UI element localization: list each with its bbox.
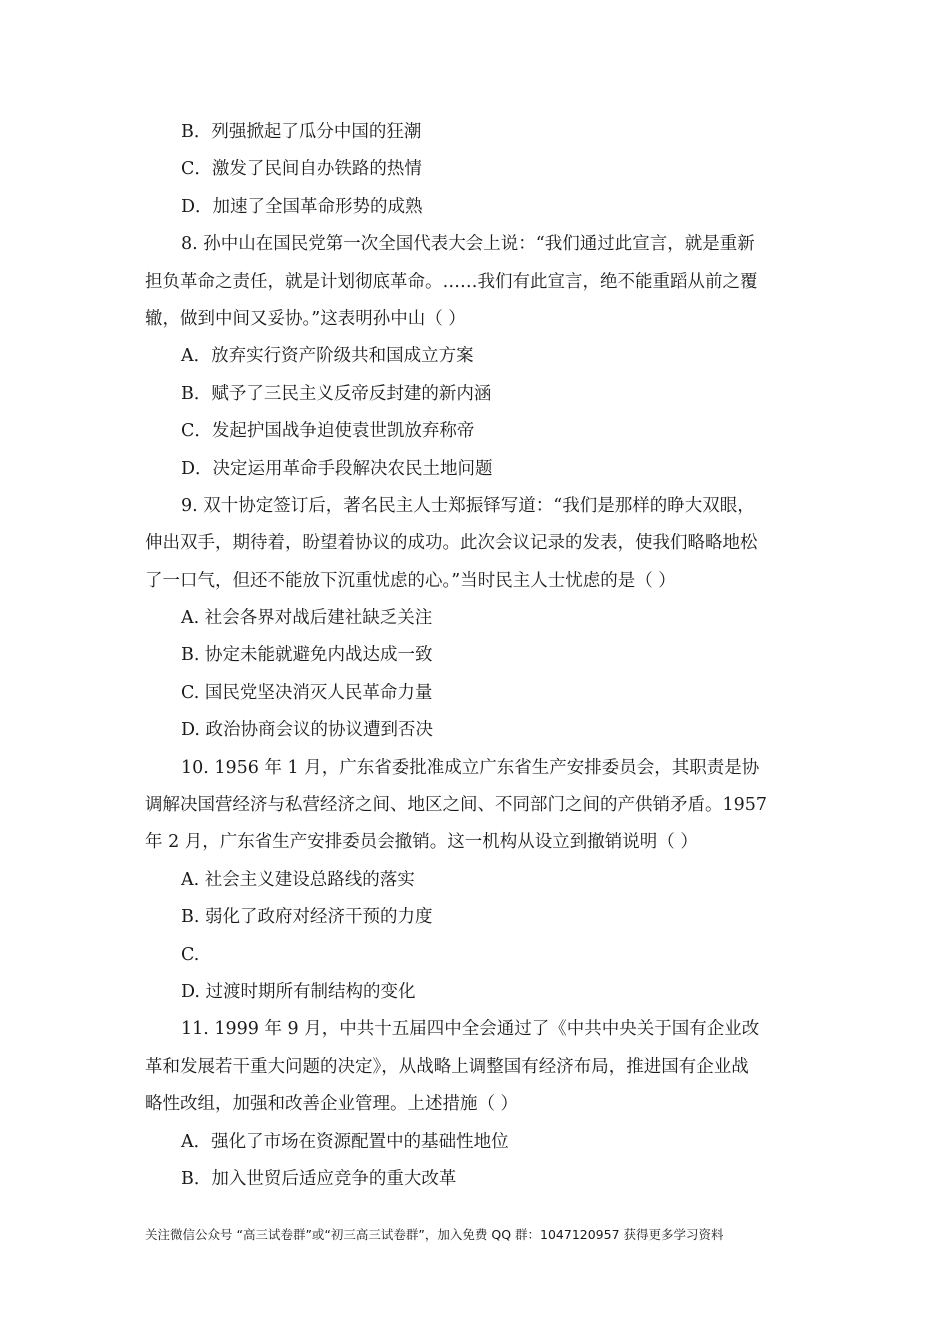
q8-stem-line-3: 辙，做到中间又妥协。”这表明孙中山（ ） xyxy=(145,308,466,329)
q7-option-d: D．加速了全国革命形势的成熟 xyxy=(181,196,423,217)
q9-option-b: B. 协定未能就避免内战达成一致 xyxy=(181,645,433,666)
q11-stem-line-2: 革和发展若干重大问题的决定》，从战略上调整国有经济布局，推进国有企业战 xyxy=(145,1056,749,1077)
q9-option-c: C. 国民党坚决消灭人民革命力量 xyxy=(181,682,433,703)
q10-option-b: B. 弱化了政府对经济干预的力度 xyxy=(181,907,433,928)
page-footer: 关注微信公众号 “高三试卷群”或“初三高三试卷群”，加入免费 QQ 群：1047120957 获得更多学习资料 xyxy=(145,1227,724,1242)
q9-option-d: D. 政治协商会议的协议遭到否决 xyxy=(181,720,434,741)
q10-stem-line-3: 年 2 月，广东省生产安排委员会撤销。这一机构从设立到撤销说明（ ） xyxy=(145,832,698,853)
q10-option-d: D. 过渡时期所有制结构的变化 xyxy=(181,981,416,1002)
q11-option-b: B．加入世贸后适应竞争的重大改革 xyxy=(181,1168,457,1189)
q10-option-c: C. xyxy=(181,944,200,965)
q7-option-c: C．激发了民间自办铁路的热情 xyxy=(181,159,422,180)
q9-stem-line-1: 9. 双十协定签订后，著名民主人士郑振铎写道：“我们是那样的睁大双眼， xyxy=(181,495,755,516)
q8-option-c: C．发起护国战争迫使袁世凯放弃称帝 xyxy=(181,421,475,442)
q9-stem-line-3: 了一口气，但还不能放下沉重忧虑的心。”当时民主人士忧虑的是（ ） xyxy=(145,570,676,591)
q10-stem-line-2: 调解决国营经济与私营经济之间、地区之间、不同部门之间的产供销矛盾。1957 xyxy=(145,795,768,816)
q8-option-a: A．放弃实行资产阶级共和国成立方案 xyxy=(181,346,474,367)
q11-stem-line-3: 略性改组，加强和改善企业管理。上述措施（ ） xyxy=(145,1094,519,1115)
q9-option-a: A. 社会各界对战后建社缺乏关注 xyxy=(181,608,433,629)
question-content xyxy=(145,114,810,1198)
q8-stem-line-2: 担负革命之责任，就是计划彻底革命。……我们有此宣言，绝不能重蹈从前之覆 xyxy=(145,271,758,292)
q9-stem-line-2: 伸出双手，期待着，盼望着协议的成功。此次会议记录的发表，使我们略略地松 xyxy=(145,533,758,554)
q7-option-b: B．列强掀起了瓜分中国的狂潮 xyxy=(181,122,422,142)
q10-option-a: A. 社会主义建设总路线的落实 xyxy=(181,869,415,890)
q8-option-b: B．赋予了三民主义反帝反封建的新内涵 xyxy=(181,383,492,404)
q10-stem-line-1: 10. 1956 年 1 月，广东省委批准成立广东省生产安排委员会，其职责是协 xyxy=(181,757,760,778)
q11-stem-line-1: 11. 1999 年 9 月，中共十五届四中全会通过了《中共中央关于国有企业改 xyxy=(181,1019,760,1040)
q8-option-d: D．决定运用革命手段解决农民土地问题 xyxy=(181,458,493,479)
q11-option-a: A．强化了市场在资源配置中的基础性地位 xyxy=(181,1131,509,1152)
q8-stem-line-1: 8. 孙中山在国民党第一次全国代表大会上说：“我们通过此宣言，就是重新 xyxy=(181,234,755,255)
